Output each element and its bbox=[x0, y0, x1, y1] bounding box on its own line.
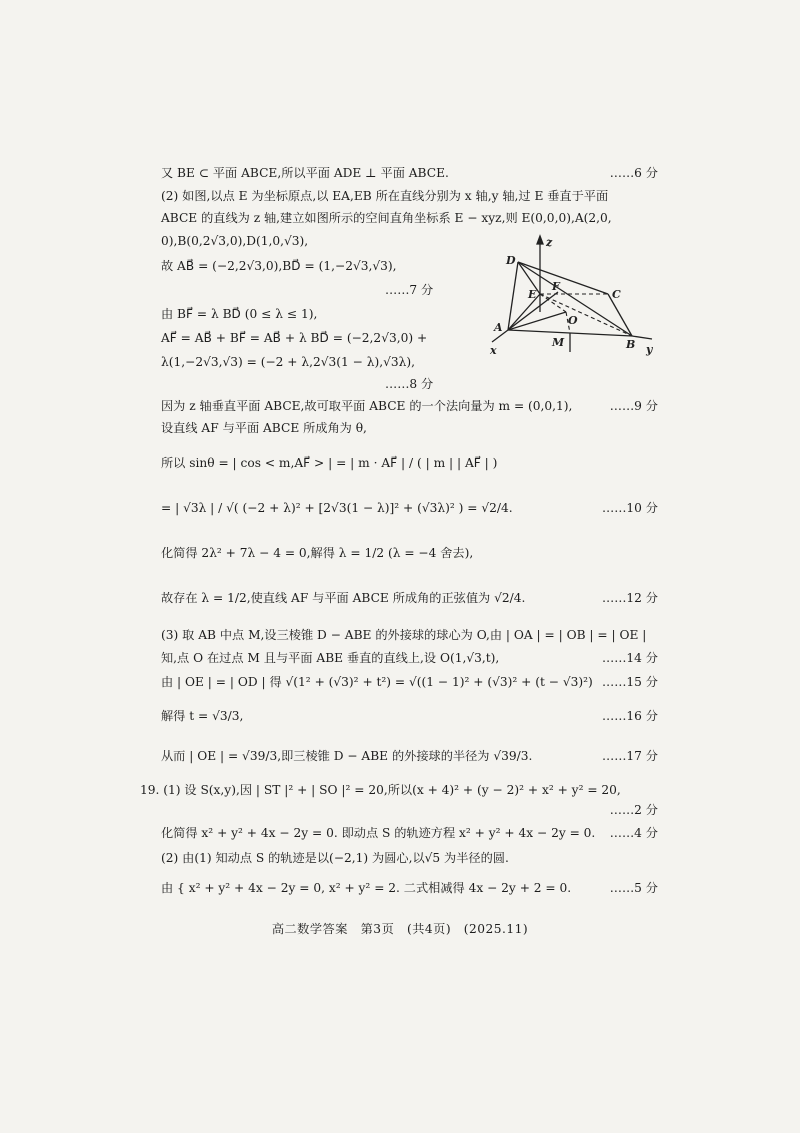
label-x: x bbox=[490, 344, 497, 357]
line-3: ABCE 的直线为 z 轴,建立如图所示的空间直角坐标系 E − xyz,则 E(0,0,0),A(2,0, bbox=[161, 211, 612, 225]
score-9: ……9 分 bbox=[609, 399, 658, 413]
line-4: 0),B(0,2√3,0),D(1,0,√3), bbox=[161, 234, 309, 248]
line-13: 化简得 2λ² + 7λ − 4 = 0,解得 λ = 1/2 (λ = −4 舍去), bbox=[161, 546, 474, 560]
label-z: z bbox=[546, 236, 553, 249]
line-9: 因为 z 轴垂直平面 ABCE,故可取平面 ABCE 的一个法向量为 m = (0,0,1), bbox=[161, 399, 573, 413]
page-footer: 高二数学答案 第3页 (共4页) (2025.11) bbox=[271, 922, 529, 936]
label-b: B bbox=[626, 338, 636, 351]
line-16: 知,点 O 在过点 M 且与平面 ABE 垂直的直线上,设 O(1,√3,t), bbox=[161, 651, 500, 665]
label-f: F bbox=[552, 280, 560, 293]
score-6: ……6 分 bbox=[609, 166, 658, 180]
line-15: (3) 取 AB 中点 M,设三棱锥 D − ABE 的外接球的球心为 O,由 | OA | = | OB | = | OE | bbox=[161, 628, 647, 642]
line-12: = | √3λ | / √( (−2 + λ)² + [2√3(1 − λ)]² + (√3λ)² ) = √2/4. bbox=[161, 501, 513, 515]
line-17: 由 | OE | = | OD | 得 √(1² + (√3)² + t²) = √((1 − 1)² + (√3)² + (t − √3)²) bbox=[161, 675, 593, 689]
line-2: (2) 如图,以点 E 为坐标原点,以 EA,EB 所在直线分别为 x 轴,y 轴,过 E 垂直于平面 bbox=[161, 189, 609, 203]
line-6: 由 BF⃗ = λ BD⃗ (0 ≤ λ ≤ 1), bbox=[161, 307, 318, 321]
line-5: 故 AB⃗ = (−2,2√3,0),BD⃗ = (1,−2√3,√3), bbox=[161, 259, 397, 273]
line-7: AF⃗ = AB⃗ + BF⃗ = AB⃗ + λ BD⃗ = (−2,2√3,0) + bbox=[161, 331, 428, 345]
label-o: O bbox=[568, 314, 578, 327]
line-23: 由 { x² + y² + 4x − 2y = 0, x² + y² = 2. 二式相减得 4x − 2y + 2 = 0. bbox=[161, 881, 572, 895]
line-18: 解得 t = √3/3, bbox=[161, 709, 244, 723]
score-16: ……16 分 bbox=[602, 709, 658, 723]
score-2: ……2 分 bbox=[609, 803, 658, 817]
line-10: 设直线 AF 与平面 ABCE 所成角为 θ, bbox=[161, 421, 367, 435]
label-a: A bbox=[494, 321, 503, 334]
line-11: 所以 sinθ = | cos < m,AF⃗ > | = | m · AF⃗ | / ( | m | | AF⃗ | ) bbox=[161, 456, 498, 470]
label-e: E bbox=[528, 288, 537, 301]
score-15: ……15 分 bbox=[602, 675, 658, 689]
line-22: (2) 由(1) 知动点 S 的轨迹是以(−2,1) 为圆心,以√5 为半径的圆. bbox=[161, 851, 509, 865]
label-d: D bbox=[506, 254, 516, 267]
score-17: ……17 分 bbox=[602, 749, 658, 763]
line-19: 从而 | OE | = √39/3,即三棱锥 D − ABE 的外接球的半径为 √39/3. bbox=[161, 749, 533, 763]
score-7: ……7 分 bbox=[385, 283, 434, 297]
label-c: C bbox=[612, 288, 621, 301]
z-axis-arrow bbox=[537, 236, 543, 244]
line-1: 又 BE ⊂ 平面 ABCE,所以平面 ADE ⊥ 平面 ABCE. bbox=[161, 166, 449, 180]
label-m: M bbox=[552, 336, 565, 349]
line-20: 19. (1) 设 S(x,y),因 | ST |² + | SO |² = 20,所以(x + 4)² + (y − 2)² + x² + y² = 20, bbox=[140, 783, 621, 797]
score-10: ……10 分 bbox=[602, 501, 658, 515]
line-8: λ(1,−2√3,√3) = (−2 + λ,2√3(1 − λ),√3λ), bbox=[161, 355, 415, 369]
score-5: ……5 分 bbox=[609, 881, 658, 895]
line-14: 故存在 λ = 1/2,使直线 AF 与平面 ABCE 所成角的正弦值为 √2/4. bbox=[161, 591, 526, 605]
score-8: ……8 分 bbox=[385, 377, 434, 391]
line-21: 化简得 x² + y² + 4x − 2y = 0. 即动点 S 的轨迹方程 x² + y² + 4x − 2y = 0. bbox=[161, 826, 596, 840]
label-y: y bbox=[646, 343, 653, 356]
score-12: ……12 分 bbox=[602, 591, 658, 605]
geometry-figure bbox=[480, 232, 665, 362]
score-4: ……4 分 bbox=[609, 826, 658, 840]
score-14: ……14 分 bbox=[602, 651, 658, 665]
